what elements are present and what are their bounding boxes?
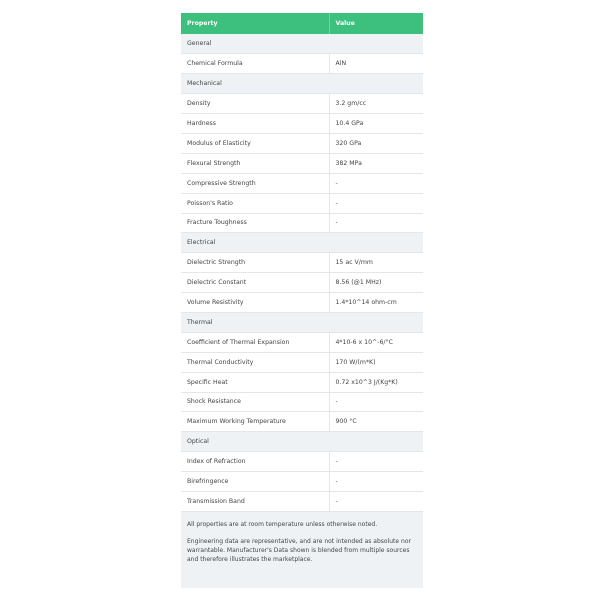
value-cell: 170 W/(m*K) [329, 352, 423, 372]
value-cell: 8.56 (@1 MHz) [329, 273, 423, 293]
property-cell: Thermal Conductivity [181, 352, 329, 372]
footer-disclaimer: Engineering data are representative, and are not intended as absolute nor warrantable. Manufacturer's Data shown is blended from multiple sources and therefore illustrates the marketplace. [187, 537, 411, 563]
header-value: Value [329, 13, 423, 34]
property-cell: Dielectric Constant [181, 273, 329, 293]
property-cell: Fracture Toughness [181, 213, 329, 233]
property-cell: Compressive Strength [181, 173, 329, 193]
table-header-row [181, 13, 423, 34]
table-row [181, 253, 423, 273]
table-row [181, 412, 423, 432]
property-cell: Maximum Working Temperature [181, 412, 329, 432]
section-row [181, 74, 423, 94]
value-cell: - [329, 173, 423, 193]
table-row [181, 153, 423, 173]
property-cell: Coefficient of Thermal Expansion [181, 332, 329, 352]
section-row [181, 312, 423, 332]
value-cell: 0.72 x10^3 J/(Kg*K) [329, 372, 423, 392]
value-cell: - [329, 213, 423, 233]
property-cell: Chemical Formula [181, 54, 329, 74]
table-row [181, 133, 423, 153]
property-cell: Transmission Band [181, 491, 329, 511]
value-cell: - [329, 452, 423, 472]
table-row [181, 372, 423, 392]
table-row [181, 491, 423, 511]
property-cell: Density [181, 94, 329, 114]
footer-note: All properties are at room temperature unless otherwise noted. [187, 520, 378, 528]
section-row [181, 432, 423, 452]
section-label: Mechanical [181, 74, 423, 94]
value-cell: 320 GPa [329, 133, 423, 153]
table-row [181, 452, 423, 472]
table-row [181, 472, 423, 492]
table-row [181, 193, 423, 213]
value-cell: - [329, 193, 423, 213]
value-cell: 3.2 gm/cc [329, 94, 423, 114]
value-cell: 15 ac V/mm [329, 253, 423, 273]
table-row [181, 352, 423, 372]
value-cell: 4*10-6 x 10^-6/°C [329, 332, 423, 352]
table-footer-notes [181, 512, 423, 588]
property-cell: Birefringence [181, 472, 329, 492]
table-row [181, 332, 423, 352]
header-property: Property [181, 13, 329, 34]
section-row [181, 34, 423, 54]
section-label: General [181, 34, 423, 54]
value-cell: - [329, 491, 423, 511]
value-cell: AlN [329, 54, 423, 74]
value-cell: 10.4 GPa [329, 114, 423, 134]
table-row [181, 54, 423, 74]
section-label: Thermal [181, 312, 423, 332]
table-row [181, 173, 423, 193]
properties-table [181, 13, 423, 512]
table-row [181, 114, 423, 134]
property-cell: Specific Heat [181, 372, 329, 392]
value-cell: - [329, 392, 423, 412]
value-cell: 900 °C [329, 412, 423, 432]
table-row [181, 293, 423, 313]
table-row [181, 94, 423, 114]
properties-table-container [181, 13, 423, 588]
property-cell: Poisson's Ratio [181, 193, 329, 213]
property-cell: Volume Resistivity [181, 293, 329, 313]
value-cell: 1.4*10^14 ohm-cm [329, 293, 423, 313]
section-row [181, 233, 423, 253]
property-cell: Dielectric Strength [181, 253, 329, 273]
property-cell: Modulus of Elasticity [181, 133, 329, 153]
property-cell: Flexural Strength [181, 153, 329, 173]
table-row [181, 273, 423, 293]
section-label: Optical [181, 432, 423, 452]
value-cell: 382 MPa [329, 153, 423, 173]
table-row [181, 392, 423, 412]
property-cell: Hardness [181, 114, 329, 134]
table-row [181, 213, 423, 233]
property-cell: Shock Resistance [181, 392, 329, 412]
value-cell: - [329, 472, 423, 492]
property-cell: Index of Refraction [181, 452, 329, 472]
section-label: Electrical [181, 233, 423, 253]
